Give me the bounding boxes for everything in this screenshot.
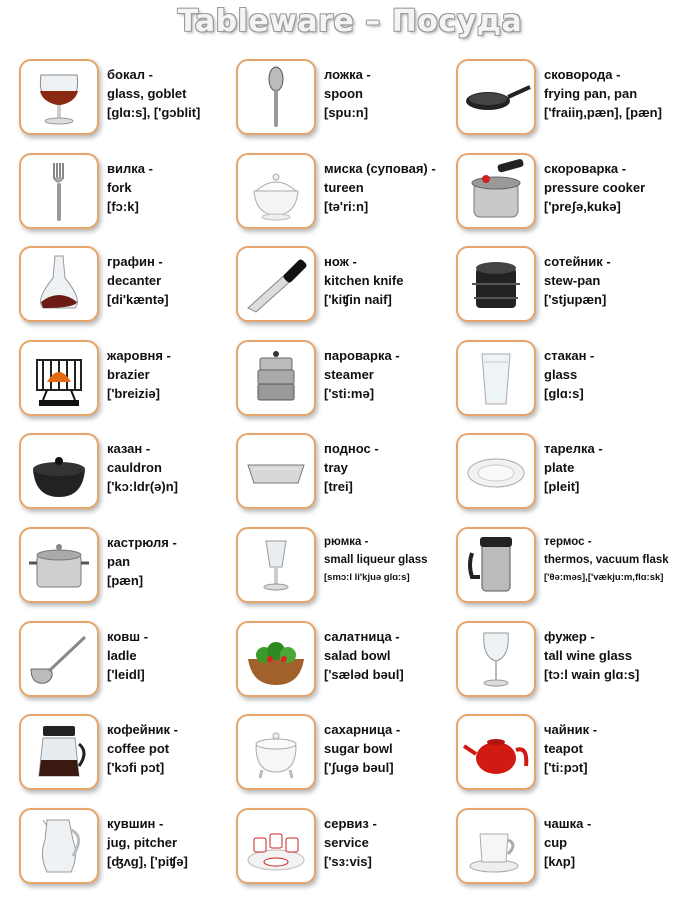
transcription: ['sæləd bəul] xyxy=(324,667,404,682)
vocab-card-saucepan xyxy=(19,527,239,607)
wine-glass-icon xyxy=(456,621,536,697)
vocab-card-liqueur-glass xyxy=(236,527,456,607)
transcription: [ʤʌg], ['piʧə] xyxy=(107,854,188,869)
english-word: tureen xyxy=(324,180,364,195)
vocab-card-tureen xyxy=(236,153,456,233)
transcription: ['sɜ:vis] xyxy=(324,854,372,869)
english-word: stew-pan xyxy=(544,273,601,288)
vocab-card-goblet xyxy=(19,59,239,139)
vocab-text xyxy=(544,814,684,871)
russian-word: термос - xyxy=(544,536,592,548)
vocab-text xyxy=(544,346,684,403)
vocab-text xyxy=(107,252,247,309)
russian-word: сахарница - xyxy=(324,722,401,737)
saucepan-icon xyxy=(19,527,99,603)
english-word: service xyxy=(324,835,369,850)
vocab-card-jug xyxy=(19,808,239,888)
transcription: [tɔ:l wain glɑ:s] xyxy=(544,667,640,682)
transcription: [glɑ:s], ['gɔblit] xyxy=(107,105,201,120)
russian-word: поднос - xyxy=(324,441,379,456)
vocab-card-kitchen-knife xyxy=(236,246,456,326)
vocab-text xyxy=(544,720,684,777)
vocab-text xyxy=(324,65,464,122)
salad-bowl-icon xyxy=(236,621,316,697)
russian-word: миска (суповая) - xyxy=(324,161,436,176)
english-word: tray xyxy=(324,460,348,475)
vocab-text xyxy=(107,65,247,122)
english-word: brazier xyxy=(107,367,150,382)
english-word: glass xyxy=(544,367,578,382)
vocab-text xyxy=(544,65,684,122)
russian-word: стакан - xyxy=(544,348,595,363)
english-word: sugar bowl xyxy=(324,741,393,756)
transcription: ['breiziə] xyxy=(107,386,160,401)
vocab-text xyxy=(324,533,464,587)
vocab-card-pressure-cooker xyxy=(456,153,676,233)
vocab-text xyxy=(107,533,247,590)
transcription: ['stjupæn] xyxy=(544,292,607,307)
coffee-pot-icon xyxy=(19,714,99,790)
jug-icon xyxy=(19,808,99,884)
transcription: ['preʃə,kukə] xyxy=(544,199,621,214)
vocab-card-coffee-pot xyxy=(19,714,239,794)
vocab-text xyxy=(107,346,247,403)
russian-word: вилка - xyxy=(107,161,153,176)
vocab-text xyxy=(324,627,464,684)
russian-word: пароварка - xyxy=(324,348,400,363)
fork-icon xyxy=(19,153,99,229)
transcription: ['θə:məs],['vækju:m,flɑ:sk] xyxy=(544,572,664,583)
vocab-text xyxy=(107,720,247,777)
transcription: ['kɔ:ldr(ə)n] xyxy=(107,479,178,494)
transcription: ['fraiiŋ,pæn], [pæn] xyxy=(544,105,662,120)
vocab-card-tray xyxy=(236,433,456,513)
russian-word: графин - xyxy=(107,254,163,269)
russian-word: тарелка - xyxy=(544,441,603,456)
vocab-card-steamer xyxy=(236,340,456,420)
pressure-cooker-icon xyxy=(456,153,536,229)
english-word: ladle xyxy=(107,648,137,663)
english-word: pressure cooker xyxy=(544,180,646,195)
vocab-text xyxy=(544,627,684,684)
vocab-text xyxy=(324,720,464,777)
vocab-card-salad-bowl xyxy=(236,621,456,701)
page-title: Tableware – Посуда xyxy=(177,4,523,39)
russian-word: скороварка - xyxy=(544,161,627,176)
vocab-card-teapot xyxy=(456,714,676,794)
english-word: cauldron xyxy=(107,460,162,475)
spoon-icon xyxy=(236,59,316,135)
russian-word: казан - xyxy=(107,441,151,456)
transcription: [spu:n] xyxy=(324,105,369,120)
vocab-card-thermos xyxy=(456,527,676,607)
russian-word: чашка - xyxy=(544,816,592,831)
frying-pan-icon xyxy=(456,59,536,135)
vocab-card-tumbler-glass xyxy=(456,340,676,420)
russian-word: бокал - xyxy=(107,67,153,82)
cauldron-icon xyxy=(19,433,99,509)
vocab-card-spoon xyxy=(236,59,456,139)
stew-pan-icon xyxy=(456,246,536,322)
transcription: [smɔ:l li'kjuə glɑ:s] xyxy=(324,572,410,583)
russian-word: кувшин - xyxy=(107,816,164,831)
teapot-icon xyxy=(456,714,536,790)
russian-word: сотейник - xyxy=(544,254,611,269)
english-word: cup xyxy=(544,835,568,850)
transcription: [glɑ:s] xyxy=(544,386,584,401)
transcription: ['ti:pɔt] xyxy=(544,760,588,775)
transcription: [pleit] xyxy=(544,479,580,494)
liqueur-glass-icon xyxy=(236,527,316,603)
russian-word: фужер - xyxy=(544,629,595,644)
english-word: steamer xyxy=(324,367,374,382)
english-word: jug, pitcher xyxy=(107,835,178,850)
english-word: kitchen knife xyxy=(324,273,404,288)
vocab-card-frying-pan xyxy=(456,59,676,139)
english-word: small liqueur glass xyxy=(324,554,428,566)
vocab-card-stew-pan xyxy=(456,246,676,326)
vocab-text xyxy=(324,159,464,216)
vocab-card-fork xyxy=(19,153,239,233)
vocab-text xyxy=(107,627,247,684)
vocab-text xyxy=(544,252,684,309)
vocab-text xyxy=(107,439,247,496)
vocab-text xyxy=(324,814,464,871)
english-word: decanter xyxy=(107,273,162,288)
vocab-text xyxy=(544,439,684,496)
vocab-text xyxy=(324,252,464,309)
russian-word: кофейник - xyxy=(107,722,178,737)
vocab-card-plate xyxy=(456,433,676,513)
tumbler-glass-icon xyxy=(456,340,536,416)
russian-word: сковорода - xyxy=(544,67,621,82)
transcription: [kʌp] xyxy=(544,854,576,869)
plate-icon xyxy=(456,433,536,509)
english-word: plate xyxy=(544,460,575,475)
transcription: ['ʃugə bəul] xyxy=(324,760,394,775)
english-word: frying pan, pan xyxy=(544,86,638,101)
kitchen-knife-icon xyxy=(236,246,316,322)
english-word: spoon xyxy=(324,86,363,101)
english-word: tall wine glass xyxy=(544,648,633,663)
dinner-service-icon xyxy=(236,808,316,884)
russian-word: кастрюля - xyxy=(107,535,177,550)
transcription: ['kiʧin naif] xyxy=(324,292,392,307)
russian-word: ковш - xyxy=(107,629,149,644)
transcription: [tə'ri:n] xyxy=(324,199,369,214)
brazier-icon xyxy=(19,340,99,416)
thermos-icon xyxy=(456,527,536,603)
transcription: [trei] xyxy=(324,479,353,494)
vocab-card-cauldron xyxy=(19,433,239,513)
russian-word: нож - xyxy=(324,254,357,269)
decanter-icon xyxy=(19,246,99,322)
english-word: thermos, vacuum flask xyxy=(544,554,669,566)
transcription: ['leidl] xyxy=(107,667,145,682)
steamer-icon xyxy=(236,340,316,416)
vocab-text xyxy=(544,159,684,216)
sugar-bowl-icon xyxy=(236,714,316,790)
transcription: [di'kæntə] xyxy=(107,292,169,307)
vocab-card-wine-glass xyxy=(456,621,676,701)
transcription: ['kɔfi pɔt] xyxy=(107,760,165,775)
russian-word: сервиз - xyxy=(324,816,377,831)
russian-word: жаровня - xyxy=(107,348,171,363)
vocab-text xyxy=(107,159,247,216)
vocab-card-sugar-bowl xyxy=(236,714,456,794)
russian-word: ложка - xyxy=(324,67,371,82)
transcription: [pæn] xyxy=(107,573,144,588)
vocab-card-brazier xyxy=(19,340,239,420)
cup-icon xyxy=(456,808,536,884)
russian-word: салатница - xyxy=(324,629,400,644)
english-word: fork xyxy=(107,180,132,195)
vocab-text xyxy=(324,346,464,403)
vocab-text xyxy=(544,533,684,587)
vocab-card-decanter xyxy=(19,246,239,326)
english-word: glass, goblet xyxy=(107,86,187,101)
transcription: [fɔ:k] xyxy=(107,199,139,214)
vocab-text xyxy=(324,439,464,496)
english-word: coffee pot xyxy=(107,741,170,756)
tray-icon xyxy=(236,433,316,509)
ladle-icon xyxy=(19,621,99,697)
english-word: teapot xyxy=(544,741,583,756)
transcription: ['sti:mə] xyxy=(324,386,375,401)
vocab-text xyxy=(107,814,247,871)
goblet-icon xyxy=(19,59,99,135)
english-word: salad bowl xyxy=(324,648,391,663)
russian-word: чайник - xyxy=(544,722,598,737)
english-word: pan xyxy=(107,554,131,569)
vocab-card-ladle xyxy=(19,621,239,701)
russian-word: рюмка - xyxy=(324,536,369,548)
vocab-card-cup xyxy=(456,808,676,888)
tureen-icon xyxy=(236,153,316,229)
vocab-card-dinner-service xyxy=(236,808,456,888)
